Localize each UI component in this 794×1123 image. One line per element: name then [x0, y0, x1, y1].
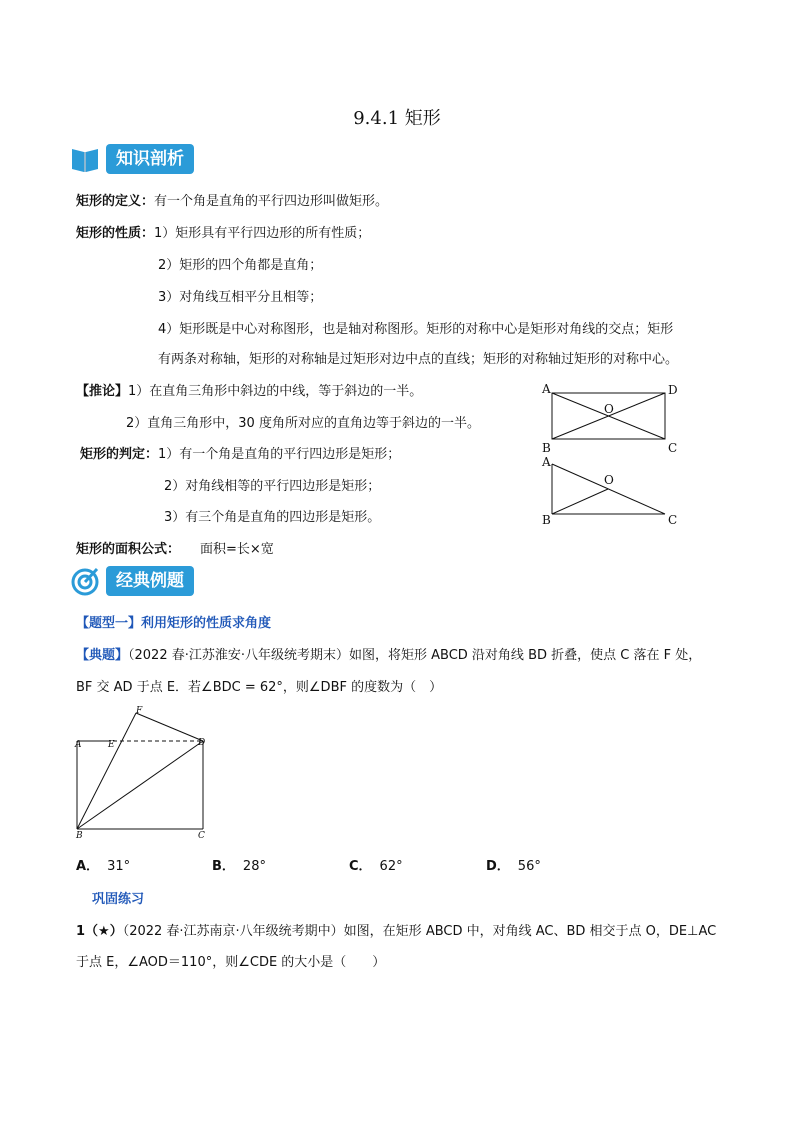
area-label: 矩形的面积公式： [76, 542, 181, 557]
corollary-item-2: 2）直角三角形中，30 度角所对应的直角边等于斜边的一半。 [126, 416, 480, 431]
property-item-3: 3）对角线互相平分且相等； [158, 290, 323, 305]
determination-item-3: 3）有三个角是直角的四边形是矩形。 [164, 510, 381, 525]
choice-a-letter: A． [76, 859, 100, 874]
example-line-1 [76, 644, 701, 663]
practice-q1-text-2: 于点 E，∠AOD＝110°，则∠CDE 的大小是（ ） [76, 955, 386, 970]
ex-label-b: B [76, 831, 83, 841]
choice-b[interactable] [212, 855, 266, 874]
determination-line-1 [80, 443, 400, 462]
definition-label: 矩形的定义： [76, 194, 155, 209]
fig1-label-c: C [668, 441, 678, 455]
right-triangle-figure [540, 452, 690, 532]
question-type-heading: 【题型一】利用矩形的性质求角度 [76, 616, 272, 631]
choice-c[interactable] [349, 855, 403, 874]
choice-a-value: 31° [107, 859, 131, 874]
example-text-2: BF 交 AD 于点 E．若∠BDC = 62°，则∠DBF 的度数为（ ） [76, 680, 443, 695]
fig2-label-c: C [668, 513, 678, 527]
fig2-label-a: A [542, 455, 551, 469]
choice-b-letter: B． [212, 859, 235, 874]
determination-item-1: 1）有一个角是直角的平行四边形是矩形； [158, 447, 401, 462]
book-icon [70, 145, 100, 173]
properties-line-1 [76, 222, 370, 241]
definition-text: 有一个角是直角的平行四边形叫做矩形。 [154, 194, 389, 209]
page-title: 9.4.1 矩形 [353, 108, 441, 129]
property-item-1: 1）矩形具有平行四边形的所有性质； [154, 226, 371, 241]
choice-a[interactable] [76, 855, 130, 874]
corollary-line-1 [76, 380, 422, 399]
rectangle-figure [540, 380, 690, 460]
area-line [76, 538, 274, 557]
section-badge-examples: 经典例题 [106, 566, 194, 596]
properties-label: 矩形的性质： [76, 226, 155, 241]
practice-q1-text-1: （2022 春·江苏南京·八年级统考期中）如图，在矩形 ABCD 中，对角线 AC、BD 相交于点 O，DE⊥AC [122, 924, 717, 939]
fold-rectangle-figure [70, 708, 220, 843]
definition-line [76, 190, 388, 209]
fig1-label-o: O [604, 402, 614, 416]
choice-c-letter: C． [349, 859, 372, 874]
choice-d-value: 56° [517, 859, 541, 874]
area-formula: 面积=长×宽 [200, 542, 274, 557]
practice-q1-number: 1（★） [76, 924, 123, 939]
example-text-1: （2022 春·江苏淮安·八年级统考期末）如图，将矩形 ABCD 沿对角线 BD 折叠，使点 C 落在 F 处， [128, 648, 702, 663]
ex-label-a: A [75, 740, 82, 750]
ex-label-c: C [198, 831, 205, 841]
fig1-label-b: B [542, 441, 551, 455]
ex-label-f: F [136, 706, 143, 716]
fig1-label-d: D [668, 383, 678, 397]
property-item-4-cont: 有两条对称轴，矩形的对称轴是过矩形对边中点的直线；矩形的对称轴过矩形的对称中心。 [158, 352, 679, 367]
corollary-label: 【推论】 [76, 384, 129, 399]
practice-heading: 巩固练习 [92, 892, 145, 907]
ex-label-e: E [108, 740, 115, 750]
target-icon [70, 566, 100, 596]
fig2-label-o: O [604, 473, 614, 487]
property-item-2: 2）矩形的四个角都是直角； [158, 258, 323, 273]
fig1-label-a: A [542, 382, 551, 396]
choice-d-letter: D． [486, 859, 510, 874]
ex-label-d: D [198, 738, 206, 748]
fig2-label-b: B [542, 513, 551, 527]
corollary-item-1: 1）在直角三角形中斜边的中线，等于斜边的一半。 [128, 384, 423, 399]
choice-c-value: 62° [379, 859, 403, 874]
determination-item-2: 2）对角线相等的平行四边形是矩形； [164, 479, 381, 494]
practice-q1-line-1 [76, 920, 716, 939]
choice-d[interactable] [486, 855, 541, 874]
determination-label: 矩形的判定： [80, 447, 159, 462]
property-item-4: 4）矩形既是中心对称图形，也是轴对称图形。矩形的对称中心是矩形对角线的交点；矩形 [158, 322, 674, 337]
section-badge-knowledge: 知识剖析 [106, 144, 194, 174]
choice-b-value: 28° [242, 859, 266, 874]
example-tag: 【典题】 [76, 648, 129, 663]
